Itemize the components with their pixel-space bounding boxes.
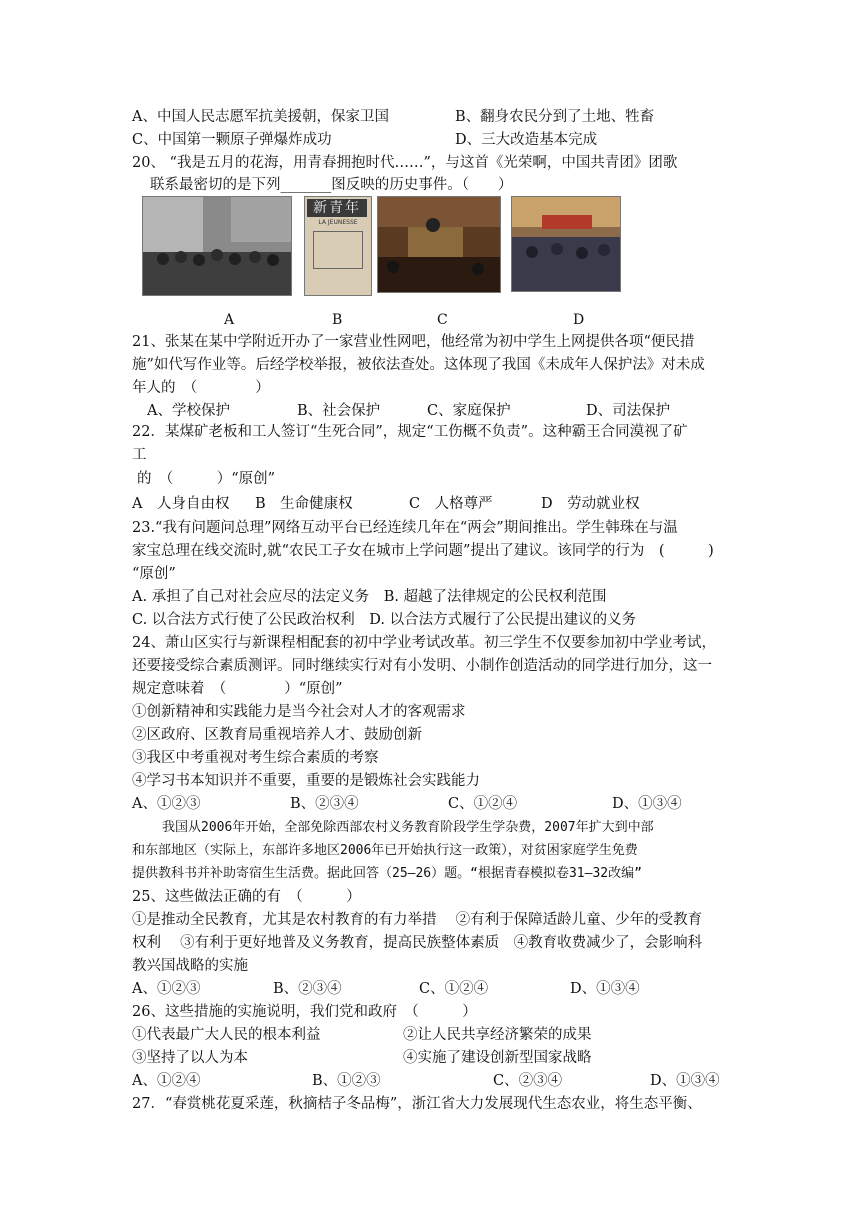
q22-option-c: C 人格尊严 [409, 496, 493, 512]
magazine-subtitle: LA JEUNESSE [318, 219, 358, 226]
q25-stem-line4: 教兴国战略的实施 [132, 958, 248, 974]
q25-option-b: B、②③④ [273, 981, 342, 997]
q22-stem-line3: 的 （ ）“原创” [137, 471, 276, 487]
q24-stem-line3: 规定意味着 （ ）“原创” [132, 681, 343, 697]
image-b-magazine-cover [304, 196, 372, 296]
q21-stem-line1: 21、张某在某中学附近开办了一家营业性网吧，他经常为初中学生上网提供各项“便民措 [132, 334, 695, 350]
q19-option-c: C、中国第一颗原子弹爆炸成功 [132, 132, 332, 148]
q24-option-a: A、①②③ [132, 796, 201, 812]
q19-option-b: B、翻身农民分到了土地、牲畜 [455, 109, 655, 125]
q25-stem-line3: 权利 ③有利于更好地普及义务教育，提高民族整体素质 ④教育收费减少了，会影响科 [132, 935, 703, 951]
q20-stem-line1: 20、 “我是五月的花海，用青春拥抱时代……”，与这首《光荣啊，中国共青团》团歌 [132, 155, 678, 171]
q21-option-b: B、社会保护 [297, 403, 381, 419]
image-a-label: A [224, 312, 235, 328]
q25-stem-line2: ①是推动全民教育，尤其是农村教育的有力举措 ②有利于保障适龄儿童、少年的受教育 [132, 912, 703, 928]
q26-item-3: ③坚持了以人为本 [132, 1050, 248, 1066]
q27-stem-line1: 27．“春赏桃花夏采莲，秋摘桔子冬品梅”，浙江省大力发展现代生态农业，将生态平衡、 [132, 1096, 702, 1112]
q26-stem-line1: 26、这些措施的实施说明，我们党和政府 （ ） [132, 1004, 477, 1020]
material-line2: 和东部地区（实际上，东部许多地区2006年已开始执行这一政策），对贫困家庭学生免费 [132, 843, 638, 858]
q21-option-a: A、学校保护 [147, 403, 230, 419]
q24-option-d: D、①③④ [612, 796, 682, 812]
magazine-title: 新青年 [307, 199, 367, 217]
q21-stem-line2: 施”如代写作业等。后经学校举报，被依法查处。这体现了我国《未成年人保护法》对未成 [132, 357, 705, 373]
q22-stem-line2: 工 [132, 447, 147, 463]
q23-stem-line1: 23.“我有问题问总理”网络互动平台已经连续几年在“两会”期间推出。学生韩珠在与温 [132, 520, 678, 536]
q26-item-1: ①代表最广大人民的根本利益 [132, 1027, 321, 1043]
q26-option-a: A、①②④ [132, 1073, 201, 1089]
image-a-photo [142, 196, 292, 296]
q21-stem-line3: 年人的 （ ） [132, 380, 270, 396]
image-c-meeting-photo [377, 196, 501, 293]
material-line3: 提供教科书并补助寄宿生生活费。据此回答（25—26）题。“根据青春模拟卷31—32改编” [132, 866, 642, 881]
q25-option-c: C、①②④ [419, 981, 489, 997]
image-d-label: D [573, 312, 585, 328]
q19-option-d: D、三大改造基本完成 [455, 132, 598, 148]
q24-item-2: ②区政府、区教育局重视培养人才、鼓励创新 [132, 727, 422, 743]
q26-option-c: C、②③④ [493, 1073, 563, 1089]
q21-option-c: C、家庭保护 [427, 403, 511, 419]
q24-option-c: C、①②④ [448, 796, 518, 812]
q26-option-b: B、①②③ [312, 1073, 381, 1089]
q24-item-1: ①创新精神和实践能力是当今社会对人才的客观需求 [132, 704, 466, 720]
q22-option-d: D 劳动就业权 [541, 496, 640, 512]
image-b-label: B [332, 312, 343, 328]
material-line1: 我国从2006年开始，全部免除西部农村义务教育阶段学生学杂费，2007年扩大到中部 [162, 820, 654, 835]
q22-option-b: B 生命健康权 [255, 496, 353, 512]
q25-option-d: D、①③④ [570, 981, 640, 997]
q23-options-cd: C. 以合法方式行使了公民政治权利 D. 以合法方式履行了公民提出建议的义务 [132, 612, 637, 628]
q26-item-2: ②让人民共享经济繁荣的成果 [403, 1027, 592, 1043]
q23-stem-line2: 家宝总理在线交流时,就“农民工子女在城市上学问题”提出了建议。该同学的行为 ( ) [132, 543, 714, 559]
q20-stem-line2: 联系最密切的是下列_______图反映的历史事件。（ ） [150, 177, 513, 193]
q19-option-a: A、中国人民志愿军抗美援朝，保家卫国 [132, 109, 389, 125]
q26-item-4: ④实施了建设创新型国家战略 [403, 1050, 592, 1066]
q24-item-4: ④学习书本知识并不重要，重要的是锻炼社会实践能力 [132, 773, 480, 789]
image-c-label: C [437, 312, 448, 328]
q23-options-ab: A. 承担了自己对社会应尽的法定义务 B. 超越了法律规定的公民权利范围 [132, 589, 607, 605]
q24-option-b: B、②③④ [290, 796, 359, 812]
image-d-painting [511, 196, 621, 292]
q23-stem-line3: “原创” [132, 566, 176, 582]
q24-stem-line1: 24、萧山区实行与新课程相配套的初中学业考试改革。初三学生不仅要参加初中学业考试， [132, 635, 716, 651]
q22-option-a: A 人身自由权 [132, 496, 230, 512]
q21-option-d: D、司法保护 [586, 403, 671, 419]
q25-option-a: A、①②③ [132, 981, 201, 997]
q24-stem-line2: 还要接受综合素质测评。同时继续实行对有小发明、小制作创造活动的同学进行加分，这一 [132, 658, 712, 674]
q25-stem-line1: 25、这些做法正确的有 （ ） [132, 889, 361, 905]
q26-option-d: D、①③④ [650, 1073, 720, 1089]
q22-stem-line1: 22．某煤矿老板和工人签订“生死合同”，规定“工伤概不负责”。这种霸王合同漠视了矿 [132, 424, 688, 440]
q24-item-3: ③我区中考重视对考生综合素质的考察 [132, 750, 379, 766]
